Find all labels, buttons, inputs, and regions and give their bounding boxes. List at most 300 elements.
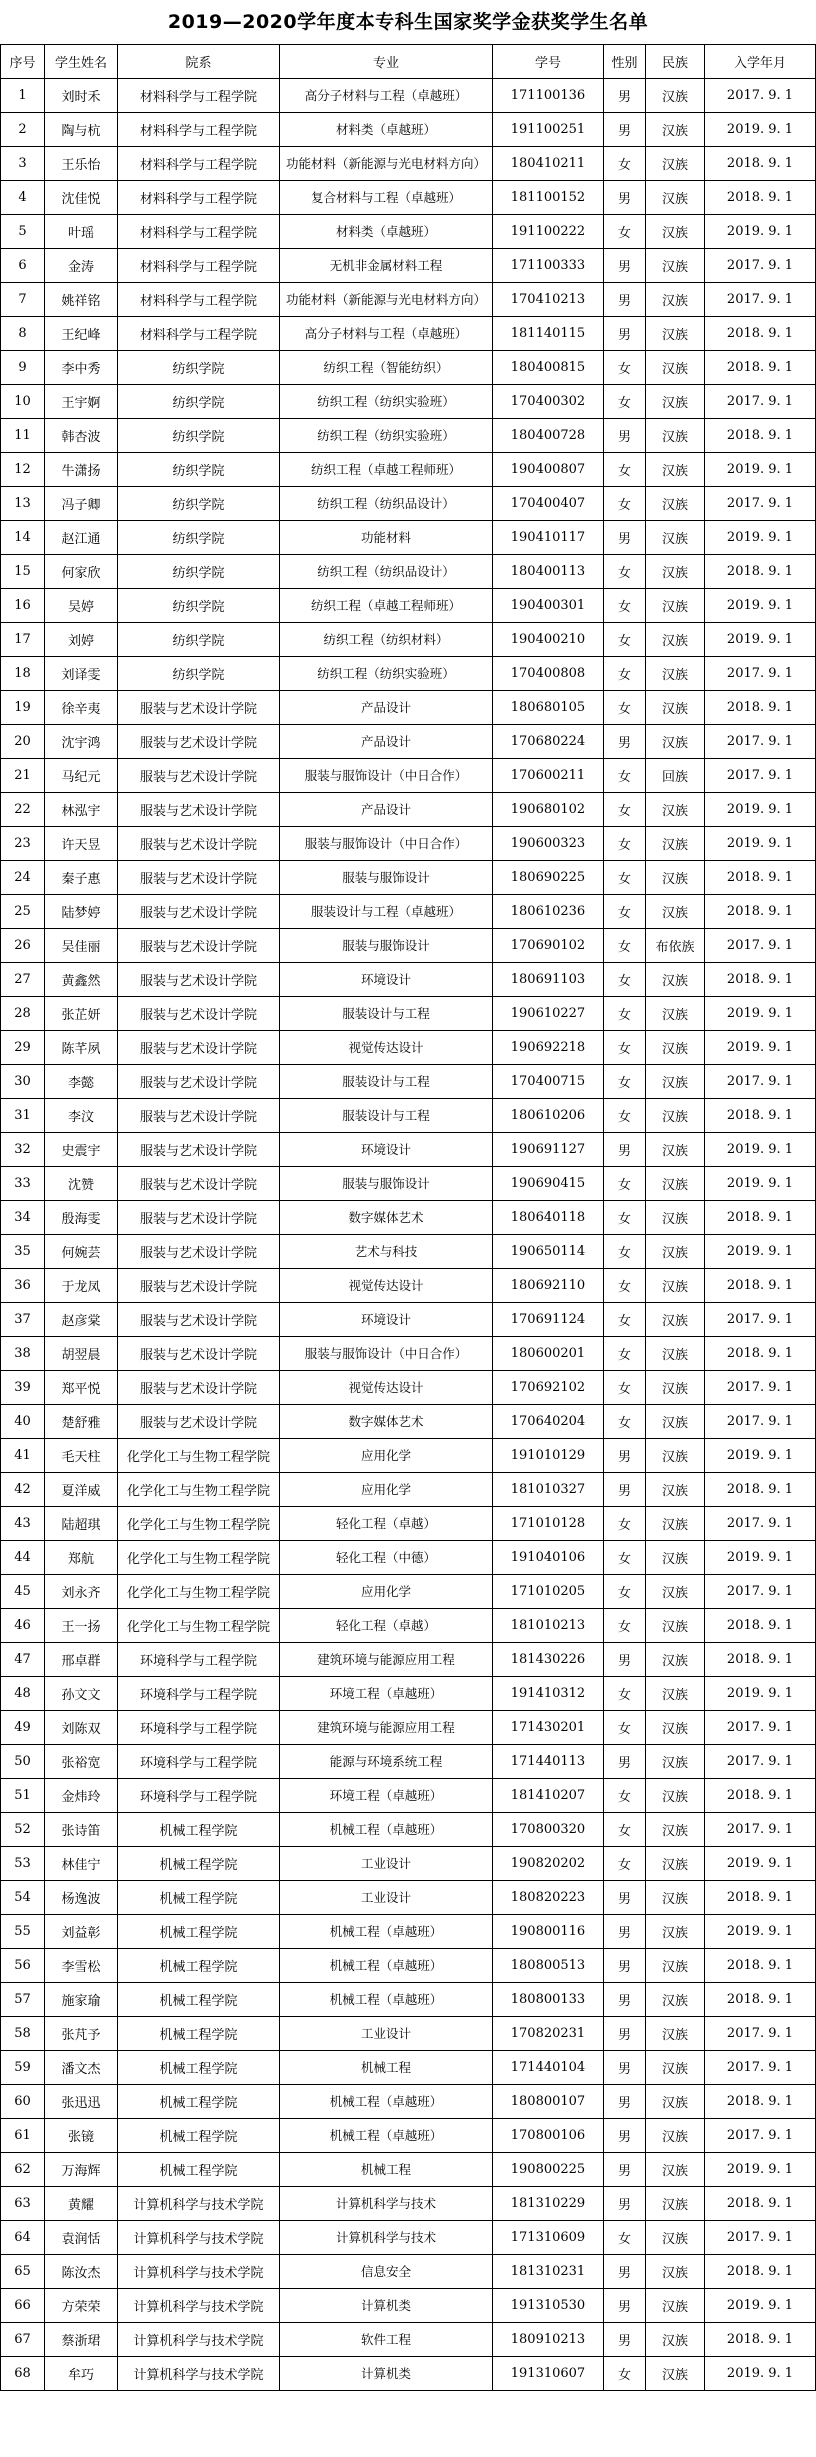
cell-enrollment: 2017. 9. 1 xyxy=(705,79,816,113)
cell-major: 服装设计与工程 xyxy=(280,997,493,1031)
cell-student-id: 180400113 xyxy=(493,555,604,589)
cell-name: 林泓宇 xyxy=(45,793,118,827)
cell-ethnicity: 汉族 xyxy=(646,1065,705,1099)
cell-ethnicity: 汉族 xyxy=(646,1745,705,1779)
cell-gender: 女 xyxy=(604,1201,646,1235)
cell-major: 纺织工程（卓越工程师班） xyxy=(280,453,493,487)
cell-index: 37 xyxy=(1,1303,45,1337)
cell-school: 化学化工与生物工程学院 xyxy=(118,1507,280,1541)
cell-name: 韩杏波 xyxy=(45,419,118,453)
cell-major: 信息安全 xyxy=(280,2255,493,2289)
cell-index: 17 xyxy=(1,623,45,657)
cell-gender: 女 xyxy=(604,1813,646,1847)
cell-name: 殷海雯 xyxy=(45,1201,118,1235)
cell-name: 秦子惠 xyxy=(45,861,118,895)
cell-major: 纺织工程（纺织品设计） xyxy=(280,487,493,521)
cell-name: 吴婷 xyxy=(45,589,118,623)
cell-school: 材料科学与工程学院 xyxy=(118,317,280,351)
cell-gender: 男 xyxy=(604,2017,646,2051)
cell-gender: 女 xyxy=(604,827,646,861)
cell-enrollment: 2019. 9. 1 xyxy=(705,1541,816,1575)
cell-gender: 女 xyxy=(604,1541,646,1575)
cell-index: 57 xyxy=(1,1983,45,2017)
cell-ethnicity: 汉族 xyxy=(646,1881,705,1915)
cell-school: 纺织学院 xyxy=(118,657,280,691)
cell-student-id: 190650114 xyxy=(493,1235,604,1269)
cell-name: 姚祥铭 xyxy=(45,283,118,317)
cell-index: 31 xyxy=(1,1099,45,1133)
cell-gender: 女 xyxy=(604,2221,646,2255)
cell-name: 王乐怡 xyxy=(45,147,118,181)
table-row xyxy=(1,2119,816,2153)
cell-index: 53 xyxy=(1,1847,45,1881)
cell-gender: 男 xyxy=(604,249,646,283)
table-row xyxy=(1,385,816,419)
cell-name: 张芃予 xyxy=(45,2017,118,2051)
cell-student-id: 180680105 xyxy=(493,691,604,725)
cell-gender: 女 xyxy=(604,1677,646,1711)
cell-student-id: 171440113 xyxy=(493,1745,604,1779)
cell-gender: 女 xyxy=(604,963,646,997)
cell-ethnicity: 汉族 xyxy=(646,1405,705,1439)
table-row xyxy=(1,487,816,521)
cell-major: 纺织工程（纺织品设计） xyxy=(280,555,493,589)
cell-gender: 女 xyxy=(604,215,646,249)
cell-name: 牟巧 xyxy=(45,2357,118,2391)
cell-school: 服装与艺术设计学院 xyxy=(118,1201,280,1235)
cell-ethnicity: 汉族 xyxy=(646,2221,705,2255)
cell-name: 张诗笛 xyxy=(45,1813,118,1847)
cell-ethnicity: 回族 xyxy=(646,759,705,793)
cell-ethnicity: 汉族 xyxy=(646,385,705,419)
cell-enrollment: 2019. 9. 1 xyxy=(705,827,816,861)
cell-gender: 男 xyxy=(604,2119,646,2153)
cell-student-id: 170640204 xyxy=(493,1405,604,1439)
cell-index: 1 xyxy=(1,79,45,113)
cell-index: 63 xyxy=(1,2187,45,2221)
cell-enrollment: 2018. 9. 1 xyxy=(705,2323,816,2357)
cell-ethnicity: 布依族 xyxy=(646,929,705,963)
cell-index: 45 xyxy=(1,1575,45,1609)
cell-name: 袁润恬 xyxy=(45,2221,118,2255)
cell-index: 9 xyxy=(1,351,45,385)
cell-major: 服装设计与工程 xyxy=(280,1099,493,1133)
cell-index: 22 xyxy=(1,793,45,827)
cell-student-id: 180690225 xyxy=(493,861,604,895)
cell-enrollment: 2018. 9. 1 xyxy=(705,1473,816,1507)
cell-name: 王宇婀 xyxy=(45,385,118,419)
cell-ethnicity: 汉族 xyxy=(646,1983,705,2017)
cell-student-id: 171310609 xyxy=(493,2221,604,2255)
cell-student-id: 170600211 xyxy=(493,759,604,793)
cell-school: 服装与艺术设计学院 xyxy=(118,1167,280,1201)
cell-enrollment: 2019. 9. 1 xyxy=(705,793,816,827)
cell-name: 李懿 xyxy=(45,1065,118,1099)
cell-school: 计算机科学与技术学院 xyxy=(118,2323,280,2357)
cell-school: 材料科学与工程学院 xyxy=(118,249,280,283)
cell-school: 纺织学院 xyxy=(118,385,280,419)
table-row xyxy=(1,1745,816,1779)
cell-major: 应用化学 xyxy=(280,1575,493,1609)
table-body xyxy=(1,79,816,2391)
cell-major: 工业设计 xyxy=(280,1881,493,1915)
cell-gender: 男 xyxy=(604,1881,646,1915)
cell-major: 软件工程 xyxy=(280,2323,493,2357)
cell-school: 服装与艺术设计学院 xyxy=(118,1371,280,1405)
table-row xyxy=(1,1473,816,1507)
cell-major: 服装设计与工程（卓越班） xyxy=(280,895,493,929)
cell-student-id: 181310229 xyxy=(493,2187,604,2221)
cell-student-id: 170800106 xyxy=(493,2119,604,2153)
header-enrollment: 入学年月 xyxy=(705,45,816,79)
cell-gender: 女 xyxy=(604,147,646,181)
cell-student-id: 191040106 xyxy=(493,1541,604,1575)
cell-gender: 女 xyxy=(604,487,646,521)
cell-student-id: 180600201 xyxy=(493,1337,604,1371)
cell-name: 陆梦婷 xyxy=(45,895,118,929)
cell-index: 34 xyxy=(1,1201,45,1235)
cell-ethnicity: 汉族 xyxy=(646,963,705,997)
cell-index: 38 xyxy=(1,1337,45,1371)
cell-ethnicity: 汉族 xyxy=(646,215,705,249)
cell-major: 纺织工程（纺织实验班） xyxy=(280,657,493,691)
cell-major: 高分子材料与工程（卓越班） xyxy=(280,317,493,351)
cell-name: 赵彦棠 xyxy=(45,1303,118,1337)
cell-index: 61 xyxy=(1,2119,45,2153)
cell-index: 10 xyxy=(1,385,45,419)
cell-major: 应用化学 xyxy=(280,1473,493,1507)
cell-index: 47 xyxy=(1,1643,45,1677)
cell-school: 服装与艺术设计学院 xyxy=(118,1235,280,1269)
cell-major: 轻化工程（中德） xyxy=(280,1541,493,1575)
table-row xyxy=(1,2289,816,2323)
cell-school: 服装与艺术设计学院 xyxy=(118,691,280,725)
cell-enrollment: 2018. 9. 1 xyxy=(705,1779,816,1813)
table-row xyxy=(1,929,816,963)
cell-enrollment: 2017. 9. 1 xyxy=(705,1371,816,1405)
table-row xyxy=(1,351,816,385)
cell-name: 黄鑫然 xyxy=(45,963,118,997)
cell-ethnicity: 汉族 xyxy=(646,2187,705,2221)
table-row xyxy=(1,759,816,793)
cell-name: 刘永齐 xyxy=(45,1575,118,1609)
cell-student-id: 190690415 xyxy=(493,1167,604,1201)
cell-school: 服装与艺术设计学院 xyxy=(118,1031,280,1065)
cell-enrollment: 2017. 9. 1 xyxy=(705,385,816,419)
cell-gender: 女 xyxy=(604,1847,646,1881)
cell-student-id: 180800107 xyxy=(493,2085,604,2119)
cell-ethnicity: 汉族 xyxy=(646,793,705,827)
cell-name: 张镜 xyxy=(45,2119,118,2153)
cell-enrollment: 2019. 9. 1 xyxy=(705,997,816,1031)
table-row xyxy=(1,215,816,249)
cell-gender: 男 xyxy=(604,419,646,453)
table-row xyxy=(1,1201,816,1235)
cell-index: 19 xyxy=(1,691,45,725)
cell-enrollment: 2017. 9. 1 xyxy=(705,657,816,691)
cell-name: 叶瑶 xyxy=(45,215,118,249)
cell-gender: 男 xyxy=(604,1983,646,2017)
cell-enrollment: 2018. 9. 1 xyxy=(705,419,816,453)
cell-enrollment: 2018. 9. 1 xyxy=(705,1201,816,1235)
cell-school: 机械工程学院 xyxy=(118,1983,280,2017)
cell-name: 史震宇 xyxy=(45,1133,118,1167)
cell-gender: 女 xyxy=(604,1099,646,1133)
cell-student-id: 190610227 xyxy=(493,997,604,1031)
cell-major: 环境设计 xyxy=(280,963,493,997)
cell-ethnicity: 汉族 xyxy=(646,623,705,657)
table-row xyxy=(1,963,816,997)
cell-student-id: 171430201 xyxy=(493,1711,604,1745)
cell-enrollment: 2019. 9. 1 xyxy=(705,623,816,657)
cell-index: 59 xyxy=(1,2051,45,2085)
cell-gender: 女 xyxy=(604,1711,646,1745)
cell-name: 邢卓群 xyxy=(45,1643,118,1677)
cell-major: 服装与服饰设计 xyxy=(280,1167,493,1201)
cell-school: 材料科学与工程学院 xyxy=(118,283,280,317)
cell-student-id: 191010129 xyxy=(493,1439,604,1473)
cell-enrollment: 2018. 9. 1 xyxy=(705,147,816,181)
cell-student-id: 180692110 xyxy=(493,1269,604,1303)
cell-index: 2 xyxy=(1,113,45,147)
cell-ethnicity: 汉族 xyxy=(646,1507,705,1541)
cell-index: 18 xyxy=(1,657,45,691)
cell-student-id: 190692218 xyxy=(493,1031,604,1065)
cell-major: 机械工程（卓越班） xyxy=(280,1813,493,1847)
cell-student-id: 180910213 xyxy=(493,2323,604,2357)
cell-major: 计算机科学与技术 xyxy=(280,2221,493,2255)
cell-ethnicity: 汉族 xyxy=(646,351,705,385)
cell-name: 毛天柱 xyxy=(45,1439,118,1473)
cell-ethnicity: 汉族 xyxy=(646,1269,705,1303)
cell-name: 林佳宁 xyxy=(45,1847,118,1881)
cell-gender: 女 xyxy=(604,555,646,589)
cell-index: 16 xyxy=(1,589,45,623)
cell-enrollment: 2019. 9. 1 xyxy=(705,1167,816,1201)
cell-major: 计算机科学与技术 xyxy=(280,2187,493,2221)
cell-ethnicity: 汉族 xyxy=(646,419,705,453)
cell-gender: 男 xyxy=(604,521,646,555)
table-row xyxy=(1,1337,816,1371)
cell-name: 楚舒雅 xyxy=(45,1405,118,1439)
table-row xyxy=(1,317,816,351)
cell-enrollment: 2017. 9. 1 xyxy=(705,759,816,793)
cell-school: 环境科学与工程学院 xyxy=(118,1779,280,1813)
cell-name: 沈赞 xyxy=(45,1167,118,1201)
cell-school: 材料科学与工程学院 xyxy=(118,215,280,249)
cell-ethnicity: 汉族 xyxy=(646,1609,705,1643)
cell-enrollment: 2018. 9. 1 xyxy=(705,1269,816,1303)
cell-major: 产品设计 xyxy=(280,691,493,725)
cell-ethnicity: 汉族 xyxy=(646,997,705,1031)
table-row xyxy=(1,453,816,487)
cell-enrollment: 2019. 9. 1 xyxy=(705,1677,816,1711)
cell-ethnicity: 汉族 xyxy=(646,2153,705,2187)
table-row xyxy=(1,181,816,215)
cell-index: 20 xyxy=(1,725,45,759)
cell-student-id: 170400715 xyxy=(493,1065,604,1099)
table-row xyxy=(1,1303,816,1337)
table-row xyxy=(1,1609,816,1643)
cell-name: 王一扬 xyxy=(45,1609,118,1643)
cell-school: 机械工程学院 xyxy=(118,2085,280,2119)
cell-ethnicity: 汉族 xyxy=(646,249,705,283)
header-major: 专业 xyxy=(280,45,493,79)
cell-major: 工业设计 xyxy=(280,2017,493,2051)
cell-index: 68 xyxy=(1,2357,45,2391)
cell-enrollment: 2018. 9. 1 xyxy=(705,1609,816,1643)
cell-enrollment: 2017. 9. 1 xyxy=(705,1813,816,1847)
cell-student-id: 171010205 xyxy=(493,1575,604,1609)
cell-enrollment: 2017. 9. 1 xyxy=(705,1575,816,1609)
cell-major: 机械工程（卓越班） xyxy=(280,1983,493,2017)
cell-enrollment: 2019. 9. 1 xyxy=(705,215,816,249)
table-row xyxy=(1,2255,816,2289)
cell-major: 纺织工程（纺织实验班） xyxy=(280,385,493,419)
table-row xyxy=(1,657,816,691)
cell-school: 化学化工与生物工程学院 xyxy=(118,1473,280,1507)
table-row xyxy=(1,147,816,181)
cell-enrollment: 2019. 9. 1 xyxy=(705,1439,816,1473)
cell-school: 服装与艺术设计学院 xyxy=(118,1405,280,1439)
cell-student-id: 180400815 xyxy=(493,351,604,385)
cell-school: 机械工程学院 xyxy=(118,1915,280,1949)
cell-gender: 男 xyxy=(604,1915,646,1949)
cell-ethnicity: 汉族 xyxy=(646,1235,705,1269)
cell-student-id: 181430226 xyxy=(493,1643,604,1677)
cell-index: 26 xyxy=(1,929,45,963)
cell-index: 64 xyxy=(1,2221,45,2255)
cell-ethnicity: 汉族 xyxy=(646,1031,705,1065)
cell-major: 轻化工程（卓越） xyxy=(280,1507,493,1541)
cell-student-id: 180800133 xyxy=(493,1983,604,2017)
cell-index: 33 xyxy=(1,1167,45,1201)
cell-name: 牛潇扬 xyxy=(45,453,118,487)
cell-student-id: 190691127 xyxy=(493,1133,604,1167)
cell-ethnicity: 汉族 xyxy=(646,2255,705,2289)
cell-index: 3 xyxy=(1,147,45,181)
cell-index: 60 xyxy=(1,2085,45,2119)
cell-gender: 女 xyxy=(604,1167,646,1201)
cell-name: 李汶 xyxy=(45,1099,118,1133)
table-row xyxy=(1,521,816,555)
cell-ethnicity: 汉族 xyxy=(646,79,705,113)
cell-name: 许天昱 xyxy=(45,827,118,861)
cell-name: 徐辛夷 xyxy=(45,691,118,725)
cell-student-id: 190400210 xyxy=(493,623,604,657)
cell-index: 12 xyxy=(1,453,45,487)
cell-major: 应用化学 xyxy=(280,1439,493,1473)
cell-student-id: 171100136 xyxy=(493,79,604,113)
cell-student-id: 190600323 xyxy=(493,827,604,861)
cell-student-id: 170680224 xyxy=(493,725,604,759)
cell-gender: 男 xyxy=(604,1949,646,1983)
cell-enrollment: 2018. 9. 1 xyxy=(705,691,816,725)
cell-student-id: 170820231 xyxy=(493,2017,604,2051)
cell-school: 材料科学与工程学院 xyxy=(118,147,280,181)
cell-name: 张裕宽 xyxy=(45,1745,118,1779)
cell-ethnicity: 汉族 xyxy=(646,1303,705,1337)
cell-school: 服装与艺术设计学院 xyxy=(118,861,280,895)
cell-index: 24 xyxy=(1,861,45,895)
table-row xyxy=(1,2221,816,2255)
cell-gender: 女 xyxy=(604,657,646,691)
cell-name: 陈芊夙 xyxy=(45,1031,118,1065)
cell-enrollment: 2018. 9. 1 xyxy=(705,181,816,215)
header-gender: 性别 xyxy=(604,45,646,79)
cell-ethnicity: 汉族 xyxy=(646,521,705,555)
cell-enrollment: 2019. 9. 1 xyxy=(705,589,816,623)
cell-major: 复合材料与工程（卓越班） xyxy=(280,181,493,215)
cell-gender: 男 xyxy=(604,1439,646,1473)
cell-school: 服装与艺术设计学院 xyxy=(118,1337,280,1371)
cell-school: 材料科学与工程学院 xyxy=(118,79,280,113)
cell-enrollment: 2017. 9. 1 xyxy=(705,1507,816,1541)
cell-gender: 男 xyxy=(604,1745,646,1779)
cell-major: 视觉传达设计 xyxy=(280,1031,493,1065)
cell-index: 30 xyxy=(1,1065,45,1099)
table-row xyxy=(1,1065,816,1099)
cell-gender: 女 xyxy=(604,759,646,793)
cell-school: 机械工程学院 xyxy=(118,2051,280,2085)
cell-student-id: 181100152 xyxy=(493,181,604,215)
cell-major: 服装与服饰设计（中日合作） xyxy=(280,759,493,793)
cell-name: 沈佳悦 xyxy=(45,181,118,215)
cell-enrollment: 2018. 9. 1 xyxy=(705,351,816,385)
cell-index: 40 xyxy=(1,1405,45,1439)
cell-gender: 男 xyxy=(604,2323,646,2357)
cell-student-id: 190820202 xyxy=(493,1847,604,1881)
cell-major: 机械工程（卓越班） xyxy=(280,1915,493,1949)
cell-index: 66 xyxy=(1,2289,45,2323)
cell-student-id: 181410207 xyxy=(493,1779,604,1813)
cell-index: 65 xyxy=(1,2255,45,2289)
cell-school: 机械工程学院 xyxy=(118,1813,280,1847)
cell-enrollment: 2019. 9. 1 xyxy=(705,1133,816,1167)
cell-gender: 女 xyxy=(604,691,646,725)
document-title: 2019—2020学年度本专科生国家奖学金获奖学生名单 xyxy=(167,11,649,33)
cell-name: 胡翌晨 xyxy=(45,1337,118,1371)
cell-name: 郑航 xyxy=(45,1541,118,1575)
cell-gender: 女 xyxy=(604,895,646,929)
cell-gender: 男 xyxy=(604,725,646,759)
table-row xyxy=(1,1099,816,1133)
cell-gender: 男 xyxy=(604,181,646,215)
cell-name: 于龙凤 xyxy=(45,1269,118,1303)
cell-school: 化学化工与生物工程学院 xyxy=(118,1575,280,1609)
cell-major: 视觉传达设计 xyxy=(280,1371,493,1405)
cell-gender: 女 xyxy=(604,1303,646,1337)
cell-major: 纺织工程（纺织材料） xyxy=(280,623,493,657)
cell-major: 功能材料 xyxy=(280,521,493,555)
cell-school: 计算机科学与技术学院 xyxy=(118,2221,280,2255)
table-row xyxy=(1,2357,816,2391)
cell-ethnicity: 汉族 xyxy=(646,2085,705,2119)
cell-major: 计算机类 xyxy=(280,2357,493,2391)
cell-student-id: 191100222 xyxy=(493,215,604,249)
header-name: 学生姓名 xyxy=(45,45,118,79)
cell-student-id: 180800513 xyxy=(493,1949,604,1983)
cell-enrollment: 2017. 9. 1 xyxy=(705,2119,816,2153)
cell-gender: 女 xyxy=(604,1507,646,1541)
cell-index: 51 xyxy=(1,1779,45,1813)
cell-ethnicity: 汉族 xyxy=(646,1915,705,1949)
table-row xyxy=(1,419,816,453)
cell-index: 50 xyxy=(1,1745,45,1779)
cell-ethnicity: 汉族 xyxy=(646,1677,705,1711)
cell-index: 11 xyxy=(1,419,45,453)
cell-ethnicity: 汉族 xyxy=(646,2323,705,2357)
